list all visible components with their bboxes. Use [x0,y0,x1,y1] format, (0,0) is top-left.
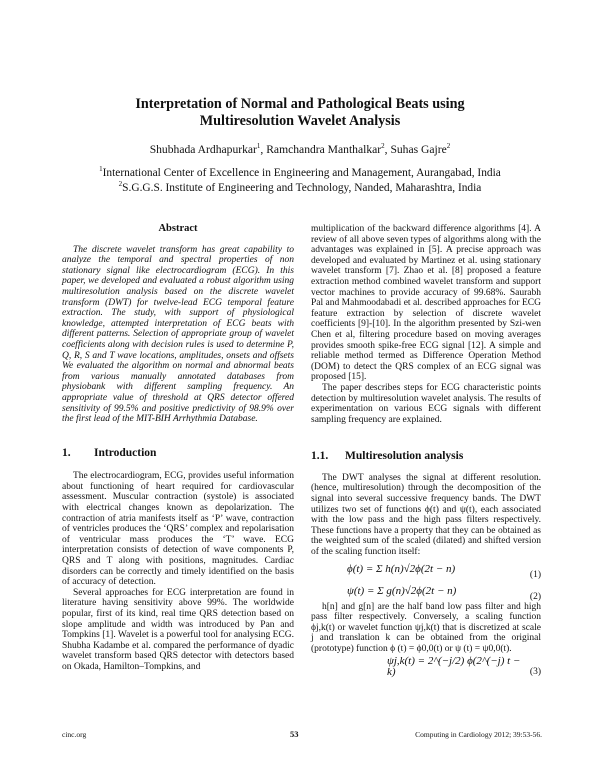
footer-page-number: 53 [290,729,299,739]
equation-2-number: (2) [529,592,541,603]
author-name: Suhas Gajre [390,143,447,156]
affiliation-line [60,166,540,181]
intro-paragraph-3: The paper describes steps for ECG characteristic points detection by multiresolution wavelet analysis. The results of experimentation on various ECG signals with different sampling frequency are explained. [311,382,541,425]
right-column [311,224,541,677]
footer-website: cinc.org [62,730,87,739]
equation-3-formula: ψj,k(t) = 2^(−j/2) ϕ(2^(−j) t − k) [387,655,521,678]
subsection-number: 1.1. [311,450,329,463]
section-number: 1. [62,446,71,459]
author-name: Ramchandra Manthalkar [266,143,382,156]
equation-3 [311,657,541,677]
equation-1-formula: ϕ(t) = Σ h(n)√2ϕ(2t − n) [347,563,456,576]
intro-continuation-paragraph: multiplication of the backward difference algorithms [4]. A review of all above seven types of algorithms along with the advantages was explained in [5]. A precise approach was developed and evaluated by Martinez et al. using stationary wavelet transform [7]. Zhao et al. [8] proposed a feature extraction method combined wavelet transform and support vector machines to provide accuracy of 99.68%. Saurabh Pal and Mahmoodabadi et al. described approaches for ECG feature extraction by selection of discrete wavelet coefficients [9]-[10]. In the algorithm presented by Szi-wen Chen et al, filtering procedure based on moving averages provides smooth spike-free ECG signal [12]. A simple and reliable method termed as Difference Operation Method (DOM) to detect the QRS complex of an ECG signal was proposed [15]. [311,224,541,383]
paper-title-line-1: Interpretation of Normal and Pathological Beats using [135,96,465,112]
author-name: Shubhada Ardhapurkar [149,143,257,156]
footer-citation: Computing in Cardiology 2012; 39:53-56. [415,730,542,739]
author-affiliation-mark: 2 [381,142,385,150]
section-heading-introduction [62,448,294,459]
intro-paragraph-1: The electrocardiogram, ECG, provides useful information about functioning of heart required for cardiovascular assessment. Muscular contraction (systole) is associated with electrical changes known as depolarization. The contraction of atria manifests itself as ‘P’ wave, contraction of ventricles produces the ‘QRS’ complex and repolarisation of ventricular mass produces the ‘T’ wave. ECG interpretation consists of detection of wave components P, QRS and T along with positions, magnitudes. Cardiac disorders can be correctly and timely identified on the basis of accuracy of detection. [62,471,294,588]
equation-3-number: (3) [529,667,541,678]
paper-title [100,96,500,130]
section-title: Introduction [94,446,157,459]
author-affiliation-mark: 1 [256,142,261,150]
abstract-text: The discrete wavelet transform has great capability to analyze the temporal and spectral properties of non stationary signal like electrocardiogram (ECG). In this paper, we developed and evaluated a robust algorithm using multiresolution analysis based on the discrete wavelet transform (DWT) for twelve-lead ECG temporal feature extraction. The study, with support of physiological knowledge, attempted interpretation of ECG beats with different patterns. Selection of appropriate group of wavelet coefficients along with decision rules is used to determine P, Q, R, S and T wave locations, amplitudes, onsets and offsets We evaluated the algorithm on normal and abnormal beats from various manually annotated databases from physiobank with different sampling frequency. An appropriate value of threshold at QRS detector offered sensitivity of 99.5% and positive predictivity of 98.9% over the first lead of the MIT-BIH Arrhythmia Database. [62,244,294,425]
equation-2-formula: ψ(t) = Σ g(n)√2ϕ(2t − n) [347,585,457,598]
author-affiliation-mark: 2 [446,142,451,150]
affiliation-mark: 2 [118,179,123,188]
intro-paragraph-2: Several approaches for ECG interpretation are found in literature having sensitivity above 99%. The worldwide popular, first of its kind, real time QRS detection based on slope amplitude and width was introduced by Pan and Tompkins [1]. Wavelet is a powerful tool for analysing ECG. Shubha Kadambe et al. compared the performance of dyadic wavelet transform based QRS detector with detectors based on Okada, Hamilton–Tompkins, and [62,587,294,672]
paper-title-line-2: Multiresolution Wavelet Analysis [199,113,401,129]
equation-2 [311,582,541,602]
left-column [62,224,294,673]
affiliation-text: International Center of Excellence in Engineering and Management, Aurangabad, India [102,167,501,179]
affiliation-text: S.G.G.S. Institute of Engineering and Technology, Nanded, Maharashtra, India [122,181,482,194]
subsection-title: Multiresolution analysis [345,450,464,463]
mra-paragraph-1: The DWT analyses the signal at different resolution. (hence, multiresolution) through the decomposition of the signal into several successive frequency bands. The DWT utilizes two set of functions ϕ(t) and ψ(t), each associated with the low pass and the high pass filters respectively. These functions have a property that they can be obtained as the weighted sum of the scaled (dilated) and shifted version of the scaling function itself: [311,472,541,558]
abstract-heading: Abstract [158,223,198,234]
equation-1-number: (1) [529,570,541,581]
affiliation-line [60,181,540,196]
affiliations [60,166,540,195]
author-separator: , [260,143,267,156]
author-separator: , [384,143,391,156]
subsection-heading-multiresolution [311,451,541,462]
mra-paragraph-2: h[n] and g[n] are the half band low pass filter and high pass filter respectively. Conversely, a scaling function ϕj,k(t) or wavelet function ψj,k(t) that is discretized at scale j and translation k can be obtained from the original (prototype) function ϕ (t) = ϕ0,0(t) or ψ (t) = ψ0,0(t). [311,601,541,654]
equation-1 [311,560,541,580]
author-list [60,143,540,156]
affiliation-mark: 1 [99,165,103,173]
